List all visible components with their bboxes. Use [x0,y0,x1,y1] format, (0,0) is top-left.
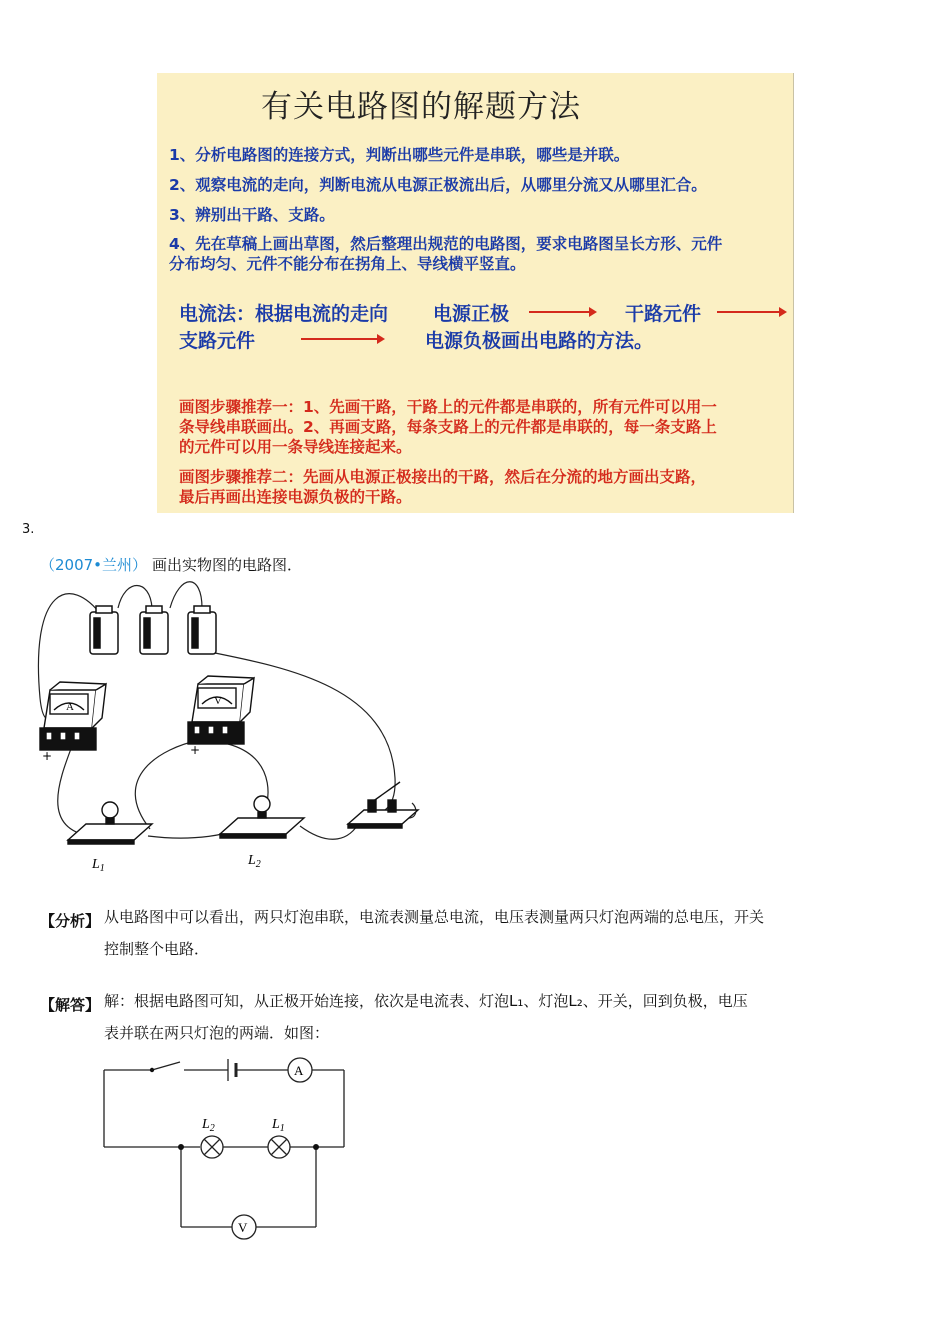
physical-circuit-figure [30,578,430,878]
step2-line1: 画图步骤推荐二：先画从电源正极接出的干路，然后在分流的地方画出支路， [179,468,707,486]
flow-branch-parts: 支路元件 [179,330,256,352]
flow-pos-source: 电源正极 [433,303,510,325]
flow-neg-end: 电源负极画出电路的方法。 [425,330,654,352]
ammeter-label: A [66,701,74,713]
voltmeter-label: V [214,695,222,707]
step1-line1: 画图步骤推荐一：1、先画干路，干路上的元件都是串联的，所有元件可以用一 [179,398,717,416]
arrow-icon [529,305,597,319]
switch-pivot [150,1068,154,1072]
voltmeter [188,676,254,744]
junction-dot [313,1144,319,1150]
question-prompt: 画出实物图的电路图． [152,556,303,574]
slide-item-2: 2、观察电流的走向，判断电流从电源正极流出后，从哪里分流又从哪里汇合。 [169,176,707,194]
junction-dot [178,1144,184,1150]
switch [348,782,418,828]
question-number: 3. [22,522,35,537]
question-source: （2007•兰州） [40,556,148,574]
battery-cells [90,606,216,654]
slide-item-1: 1、分析电路图的连接方式，判断出哪些元件是串联，哪些是并联。 [169,146,630,164]
step1-line3: 的元件可以用一条导线连接起来。 [179,438,412,456]
method-slide [157,73,794,513]
analysis-tag: 【分析】 [40,912,101,930]
voltmeter-label: V [238,1220,248,1235]
l1-label: $L_1$ [272,1117,285,1134]
flow-main-parts: 干路元件 [625,303,702,325]
slide-item-4-line1: 4、先在草稿上画出草图，然后整理出规范的电路图，要求电路图呈长方形、元件 [169,235,723,253]
analysis-line-2: 控制整个电路． [104,940,210,958]
answer-tag: 【解答】 [40,996,101,1014]
arrow-icon [301,332,385,346]
step1-line2: 条导线串联画出。2、再画支路，每条支路上的元件都是串联的，每一条支路上 [179,418,717,436]
l2-label: $L_2$ [248,853,261,870]
slide-title: 有关电路图的解题方法 [261,89,581,125]
l1-label: $L_1$ [92,857,105,874]
analysis-text [104,901,864,965]
ammeter-label: A [294,1063,304,1078]
step2-line2: 最后再画出连接电源负极的干路。 [179,488,412,506]
l2-label: $L_2$ [202,1117,215,1134]
answer-line-1: 解：根据电路图可知，从正极开始连接，依次是电流表、灯泡L₁、灯泡L₂、开关，回到负极，电压 [104,992,748,1010]
bulb-l2 [220,796,304,838]
plus-sign: + [42,749,53,763]
switch-blade [152,1062,180,1070]
slide-item-4 [169,234,769,274]
ammeter [40,682,106,750]
answer-line-2: 表并联在两只灯泡的两端．如图： [104,1024,330,1042]
schematic-circuit-figure [96,1050,356,1250]
bulb-l1 [68,802,152,844]
plus-sign: + [190,743,201,757]
arrow-icon [717,305,787,319]
slide-item-4-line2: 分布均匀、元件不能分布在拐角上、导线横平竖直。 [169,255,526,273]
analysis-line-1: 从电路图中可以看出，两只灯泡串联，电流表测量总电流，电压表测量两只灯泡两端的总电压，开关 [104,908,765,926]
flow-label: 电流法：根据电流的走向 [179,303,389,325]
answer-text [104,985,864,1049]
slide-item-3: 3、辨别出干路、支路。 [169,206,335,224]
